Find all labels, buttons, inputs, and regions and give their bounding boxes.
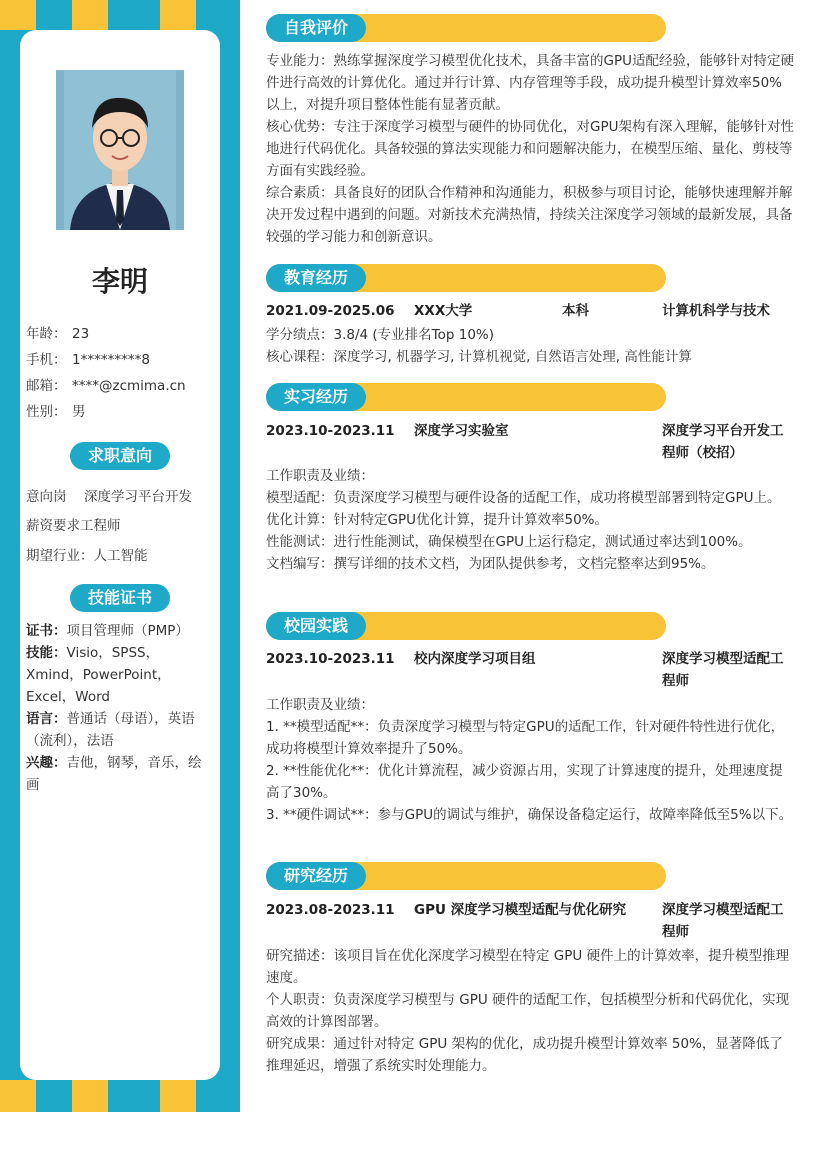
sidebar [0,0,240,1112]
skills-block [26,620,214,796]
hobby-label: 兴趣： [26,755,67,771]
job-intent-heading: 求职意向 [70,442,170,470]
campus-duty-title: 工作职责及业绩： [266,697,374,713]
campus-title: 校园实践 [266,612,366,640]
gender-row [26,400,86,420]
industry-row [26,544,148,564]
campus-duties [266,694,794,826]
top-stripe [72,0,108,30]
self-eval-header [266,14,666,42]
research-duty: 个人职责：负责深度学习模型与 GPU 硬件的适配工作，包括模型分析和代码优化，实现高效的计算图部署。 [266,992,790,1030]
hobby-row [26,752,214,796]
research-desc: 研究描述：该项目旨在优化深度学习模型在特定 GPU 硬件上的计算效率，提升模型推理速度。 [266,948,790,986]
self-eval-body [266,50,794,248]
cert-value: 项目管理师（PMP） [66,623,189,639]
campus-role: 深度学习模型适配工程师 [662,651,784,689]
age-row [26,322,89,342]
self-eval-p1: 专业能力：熟练掌握深度学习模型优化技术，具备丰富的GPU适配经验，能够针对特定硬件进行高效的计算优化。通过并行计算、内存管理等手段，成功提升模型计算效率50%以上，对提升项目整体性能有显著贡献。 [266,53,794,113]
research-period: 2023.08-2023.11 [266,902,395,918]
internship-role: 深度学习平台开发工程师（校招） [662,423,784,461]
language-value: 普通话（母语），英语（流利），法语 [26,711,195,749]
age-label: 年龄： [26,326,67,342]
internship-org: 深度学习实验室 [414,423,509,439]
skills-heading: 技能证书 [70,584,170,612]
campus-duty-2: 2. **性能优化**：优化计算流程，减少资源占用，实现了计算速度的提升，处理速度提高了30%。 [266,763,783,801]
education-gpa: 学分绩点：3.8/4 (专业排名Top 10%) [266,327,495,343]
education-header [266,264,666,292]
education-title: 教育经历 [266,264,366,292]
gender-label: 性别： [26,404,67,420]
education-school: XXX大学 [414,303,473,319]
self-eval-p2: 核心优势：专注于深度学习模型与硬件的协同优化，对GPU架构有深入理解，能够针对性地进行代码优化。具备较强的算法实现能力和问题解决能力，在模型压缩、量化、剪枝等方面有实践经验。 [266,119,794,179]
education-degree: 本科 [562,303,589,319]
industry-value: 人工智能 [93,548,148,564]
research-result: 研究成果：通过针对特定 GPU 架构的优化，成功提升模型计算效率 50%，显著降低了推理延迟，增强了系统实时处理能力。 [266,1036,783,1074]
skill-value: Visio，SPSS，Xmind，PowerPoint，Excel，Word [26,645,171,705]
research-role: 深度学习模型适配工程师 [662,902,784,940]
internship-duty-2: 优化计算：针对特定GPU优化计算，提升计算效率50%。 [266,512,608,528]
campus-duty-1: 1. **模型适配**：负责深度学习模型与特定GPU的适配工作，针对硬件特性进行优化，成功将模型计算效率提升了50%。 [266,719,785,757]
campus-duty-3: 3. **硬件调试**：参与GPU的调试与维护，确保设备稳定运行，故障率降低至5%以下。 [266,807,793,823]
internship-duties [266,465,794,575]
research-header [266,862,666,890]
education-row [266,300,794,322]
email-value: ****@zcmima.cn [72,378,186,394]
language-label: 语言： [26,711,67,727]
internship-title: 实习经历 [266,383,366,411]
internship-duty-1: 模型适配：负责深度学习模型与硬件设备的适配工作，成功将模型部署到特定GPU上。 [266,490,781,506]
research-project: GPU 深度学习模型适配与优化研究 [414,902,627,918]
internship-duty-3: 性能测试：进行性能测试，确保模型在GPU上运行稳定，测试通过率达到100%。 [266,534,752,550]
phone-label: 手机： [26,352,67,368]
research-title: 研究经历 [266,862,366,890]
top-stripe [0,0,36,30]
profile-photo [56,70,184,230]
gender-value: 男 [72,404,86,420]
position-row [26,485,192,505]
salary-row: 薪资要求工程师 [26,518,121,534]
portrait-image [56,70,184,230]
campus-period: 2023.10-2023.11 [266,651,395,667]
internship-duty-4: 文档编写：撰写详细的技术文档，为团队提供参考，文档完整率达到95%。 [266,556,715,572]
education-period: 2021.09-2025.06 [266,303,395,319]
industry-label: 期望行业： [26,548,94,564]
internship-header [266,383,666,411]
phone-row [26,348,150,368]
bottom-stripe [0,1080,36,1112]
phone-value: 1*********8 [72,352,150,368]
age-value: 23 [72,326,90,342]
top-stripe [160,0,196,30]
education-major: 计算机科学与技术 [662,303,770,319]
position-label: 意向岗 [26,489,67,505]
profile-card [20,30,220,1080]
position-value: 深度学习平台开发 [84,489,192,505]
email-label: 邮箱： [26,378,67,394]
campus-header [266,612,666,640]
cert-label: 证书： [26,623,67,639]
skill-label: 技能： [26,645,67,661]
internship-period: 2023.10-2023.11 [266,423,395,439]
internship-duty-title: 工作职责及业绩： [266,468,374,484]
campus-org: 校内深度学习项目组 [414,651,536,667]
research-details [266,945,794,1077]
cert-row [26,620,214,642]
education-details [266,324,794,368]
skill-row [26,642,214,708]
research-row [266,899,794,943]
hobby-value: 吉他，钢琴，音乐，绘画 [26,755,202,793]
internship-row [266,420,794,464]
bottom-stripe [72,1080,108,1112]
email-row [26,374,186,394]
candidate-name: 李明 [91,265,148,298]
bottom-stripe [160,1080,196,1112]
campus-row [266,648,794,692]
education-courses: 核心课程：深度学习, 机器学习, 计算机视觉, 自然语言处理, 高性能计算 [266,349,692,365]
self-eval-title: 自我评价 [266,14,366,42]
language-row [26,708,214,752]
self-eval-p3: 综合素质：具备良好的团队合作精神和沟通能力，积极参与项目讨论，能够快速理解并解决开发过程中遇到的问题。对新技术充满热情，持续关注深度学习领域的最新发展，具备较强的学习能力和创新意识。 [266,185,793,245]
